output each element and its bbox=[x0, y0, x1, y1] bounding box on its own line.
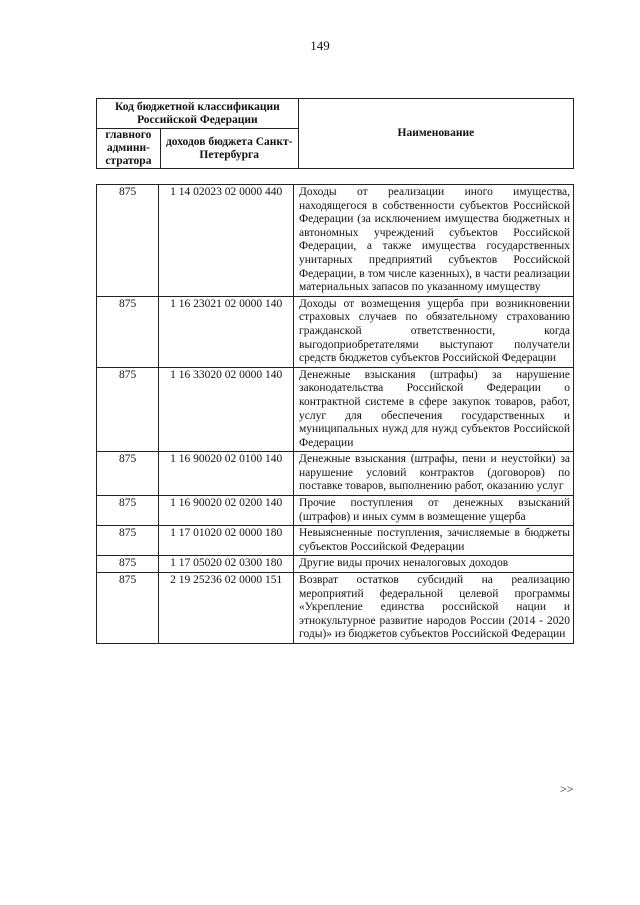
budget-table bbox=[96, 184, 574, 644]
table-row bbox=[97, 296, 574, 367]
admin-code: 875 bbox=[97, 526, 159, 556]
table-row bbox=[97, 367, 574, 452]
income-code: 1 16 90020 02 0200 140 bbox=[159, 496, 294, 526]
income-code: 1 17 05020 02 0300 180 bbox=[159, 556, 294, 573]
income-code: 1 17 01020 02 0000 180 bbox=[159, 526, 294, 556]
table-row bbox=[97, 496, 574, 526]
table-row bbox=[97, 556, 574, 573]
admin-code: 875 bbox=[97, 573, 159, 644]
income-code: 1 14 02023 02 0000 440 bbox=[159, 185, 294, 297]
header-income: доходов бюджета Санкт-Петербурга bbox=[160, 129, 298, 169]
admin-code: 875 bbox=[97, 367, 159, 452]
header-admin: главного админи-стратора bbox=[97, 129, 161, 169]
income-name: Доходы от возмещения ущерба при возникновении страховых случаев по обязательному страхованию гражданской ответственности, когда выгодоприобретателями выступают получатели средств бюджетов субъектов Российской Федерации bbox=[294, 296, 574, 367]
income-code: 1 16 90020 02 0100 140 bbox=[159, 452, 294, 496]
table-header bbox=[96, 98, 574, 169]
table-row bbox=[97, 573, 574, 644]
income-name: Доходы от реализации иного имущества, находящегося в собственности субъектов Российской Федерации (за исключением имущества бюджетных и автономных учреждений субъектов Российской Федерации, а также имущества государственных унитарных предприятий субъектов Российской Федерации, в том числе казенных), в части реализации материальных запасов по указанному имуществу bbox=[294, 185, 574, 297]
income-name: Денежные взыскания (штрафы) за нарушение законодательства Российской Федерации о контрактной системе в сфере закупок товаров, работ, услуг для обеспечения государственных и муниципальных нужд для нужд субъектов Российской Федерации bbox=[294, 367, 574, 452]
admin-code: 875 bbox=[97, 556, 159, 573]
income-name: Невыясненные поступления, зачисляемые в бюджеты субъектов Российской Федерации bbox=[294, 526, 574, 556]
income-name: Денежные взыскания (штрафы, пени и неустойки) за нарушение условий контрактов (договоров) по поставке товаров, выполнению работ, оказанию услуг bbox=[294, 452, 574, 496]
table-row bbox=[97, 452, 574, 496]
table-row bbox=[97, 526, 574, 556]
income-code: 2 19 25236 02 0000 151 bbox=[159, 573, 294, 644]
income-name: Другие виды прочих неналоговых доходов bbox=[294, 556, 574, 573]
admin-code: 875 bbox=[97, 296, 159, 367]
header-name: Наименование bbox=[298, 99, 573, 169]
admin-code: 875 bbox=[97, 185, 159, 297]
header-group-label: Код бюджетной классификации Российской Федерации bbox=[97, 99, 299, 129]
admin-code: 875 bbox=[97, 452, 159, 496]
income-name: Прочие поступления от денежных взысканий (штрафов) и иных сумм в возмещение ущерба bbox=[294, 496, 574, 526]
table-row bbox=[97, 185, 574, 297]
continuation-mark: >> bbox=[560, 782, 574, 796]
page-number: 149 bbox=[310, 38, 330, 53]
admin-code: 875 bbox=[97, 496, 159, 526]
income-code: 1 16 23021 02 0000 140 bbox=[159, 296, 294, 367]
income-code: 1 16 33020 02 0000 140 bbox=[159, 367, 294, 452]
income-name: Возврат остатков субсидий на реализацию мероприятий федеральной целевой программы «Укрепление единства российской нации и этнокультурное развитие народов России (2014 - 2020 годы)» из бюджетов субъектов Российской Федерации bbox=[294, 573, 574, 644]
